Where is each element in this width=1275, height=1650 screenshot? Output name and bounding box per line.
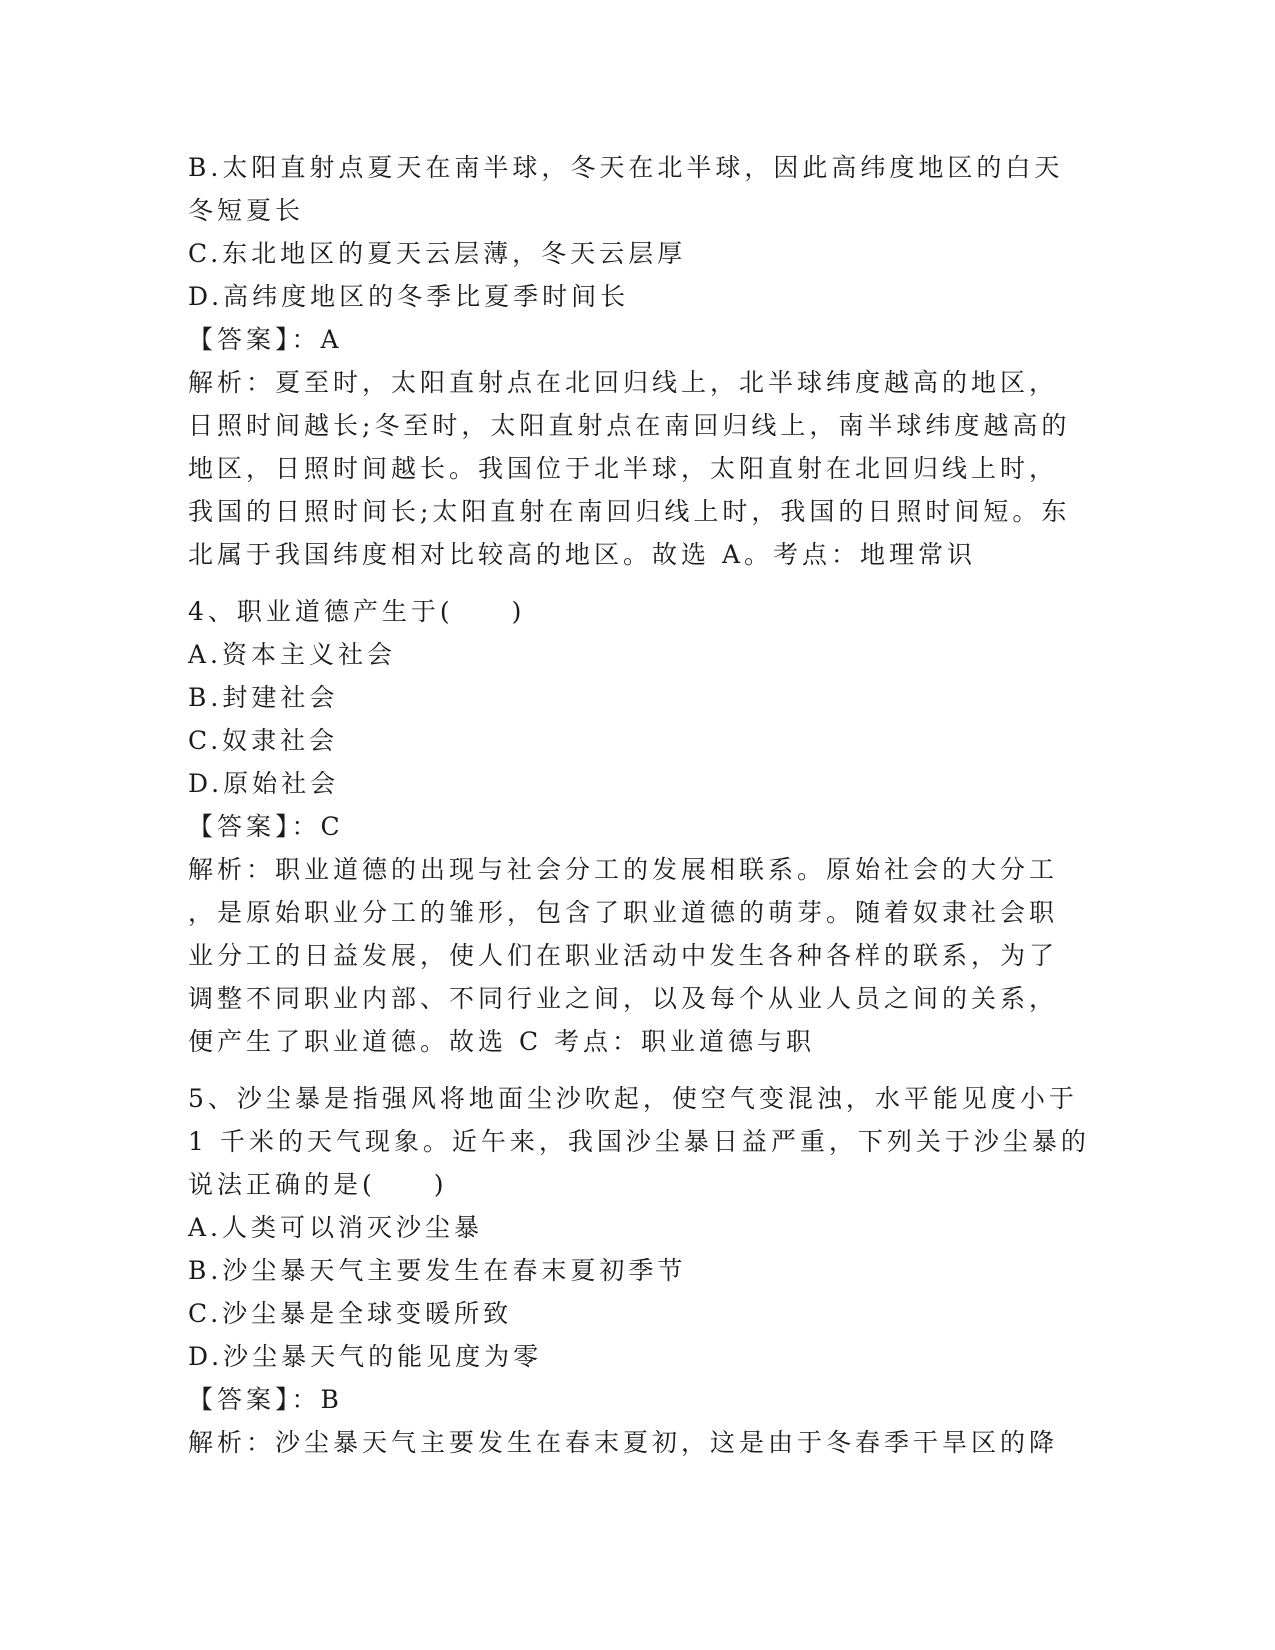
q4-option-a: A.资本主义社会 — [188, 640, 397, 669]
q5-option-a: A.人类可以消灭沙尘暴 — [188, 1213, 484, 1242]
q4-analysis-line: 业分工的日益发展，使人们在职业活动中发生各种各样的联系，为了 — [188, 941, 1059, 970]
q4-analysis-line: 调整不同职业内部、不同行业之间，以及每个从业人员之间的关系， — [188, 984, 1059, 1013]
q3-option-b-line1: B.太阳直射点夏天在南半球，冬天在北半球，因此高纬度地区的白天 — [188, 153, 1064, 182]
q4-stem: 4、职业道德产生于( ) — [188, 597, 526, 626]
q4-analysis-line: ，是原始职业分工的雏形，包含了职业道德的萌芽。随着奴隶社会职 — [188, 898, 1059, 927]
q3-analysis-line: 解析：夏至时，太阳直射点在北回归线上，北半球纬度越高的地区， — [188, 368, 1059, 397]
q3-analysis-line: 北属于我国纬度相对比较高的地区。故选 A。考点：地理常识 — [188, 540, 977, 569]
q3-analysis-line: 日照时间越长;冬至时，太阳直射点在南回归线上，南半球纬度越高的 — [188, 411, 1071, 440]
question-separator — [188, 576, 1088, 590]
q5-stem-line: 5、沙尘暴是指强风将地面尘沙吹起，使空气变混浊，水平能见度小于 — [188, 1084, 1078, 1113]
q3-option-b-line2: 冬短夏长 — [188, 196, 305, 225]
document-page — [188, 146, 1088, 1464]
q4-option-c: C.奴隶社会 — [188, 726, 339, 755]
q5-option-c: C.沙尘暴是全球变暖所致 — [188, 1299, 513, 1328]
q5-analysis-line: 解析：沙尘暴天气主要发生在春末夏初，这是由于冬春季干旱区的降 — [188, 1428, 1059, 1457]
q5-stem-line: 说法正确的是( ) — [188, 1170, 448, 1199]
q4-option-b: B.封建社会 — [188, 683, 339, 712]
q4-analysis-line: 便产生了职业道德。故选 C 考点：职业道德与职 — [188, 1027, 816, 1056]
q3-option-c: C.东北地区的夏天云层薄，冬天云层厚 — [188, 239, 687, 268]
q4-answer: 【答案】：C — [188, 812, 344, 841]
q5-stem-line: 1 千米的天气现象。近午来，我国沙尘暴日益严重，下列关于沙尘暴的 — [188, 1127, 1090, 1156]
q4-analysis-line: 解析：职业道德的出现与社会分工的发展相联系。原始社会的大分工 — [188, 855, 1059, 884]
q5-option-b: B.沙尘暴天气主要发生在春末夏初季节 — [188, 1256, 687, 1285]
question-separator — [188, 1063, 1088, 1077]
q4-option-d: D.原始社会 — [188, 769, 340, 798]
q3-option-d: D.高纬度地区的冬季比夏季时间长 — [188, 282, 630, 311]
q3-analysis-line: 我国的日照时间长;太阳直射在南回归线上时，我国的日照时间短。东 — [188, 497, 1071, 526]
q3-answer: 【答案】：A — [188, 325, 343, 354]
q5-option-d: D.沙尘暴天气的能见度为零 — [188, 1342, 543, 1371]
q3-analysis-line: 地区，日照时间越长。我国位于北半球，太阳直射在北回归线上时， — [188, 454, 1059, 483]
q5-answer: 【答案】：B — [188, 1385, 343, 1414]
